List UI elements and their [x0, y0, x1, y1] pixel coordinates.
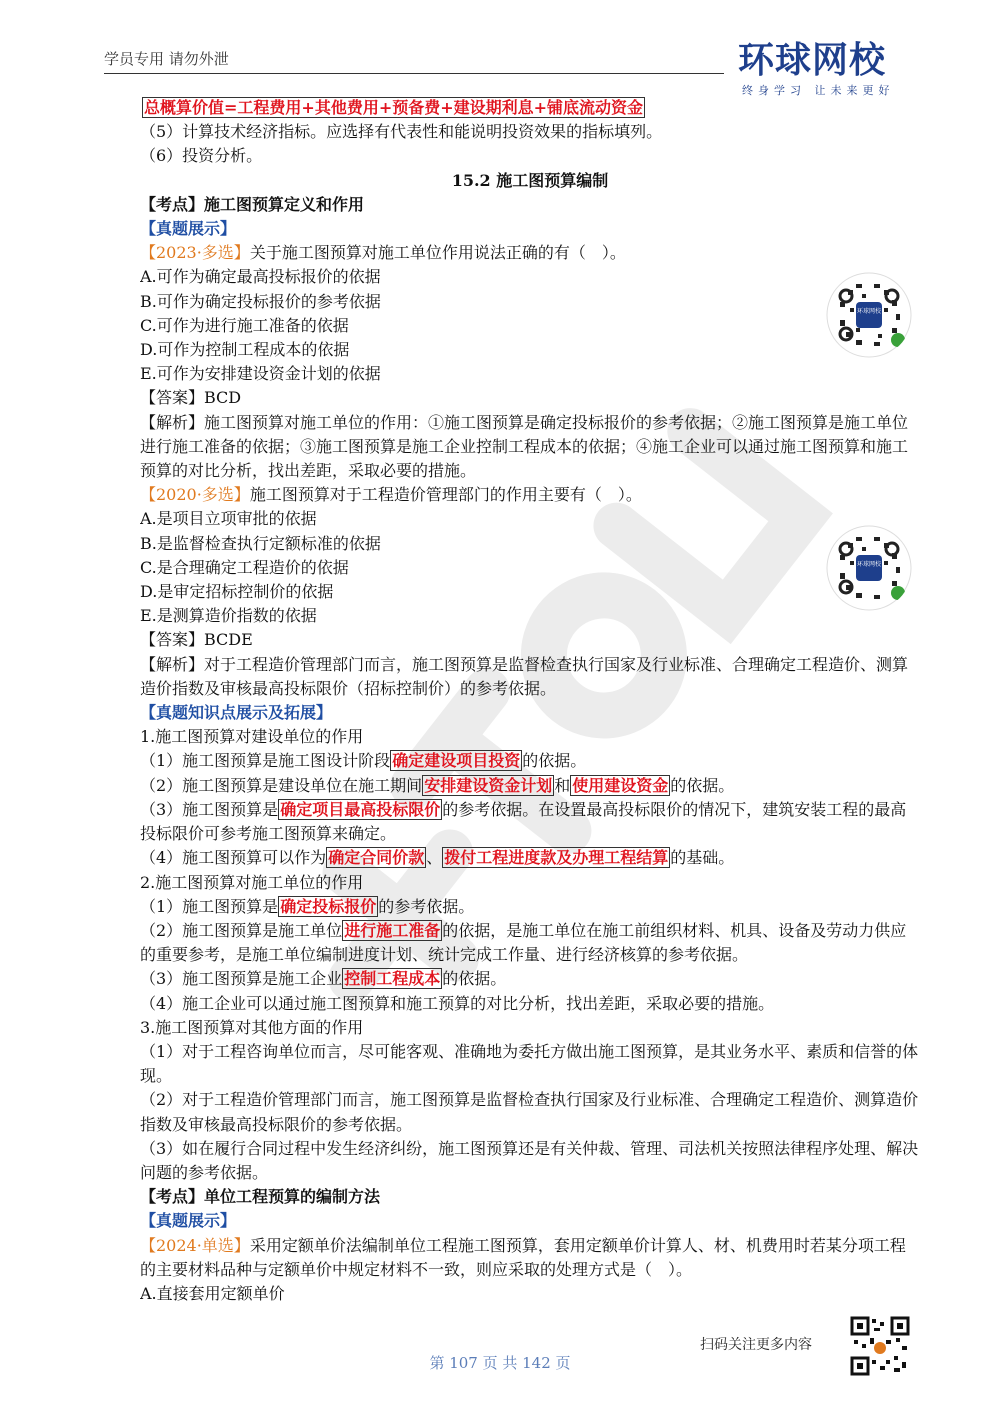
- text-line: [140, 774, 920, 798]
- document-body: [140, 96, 920, 1306]
- topic-heading: 【考点】单位工程预算的编制方法: [140, 1187, 381, 1207]
- text-line: [106, 798, 920, 846]
- qr-center-label: 环球网校: [856, 308, 881, 315]
- question-text: 关于施工图预算对施工单位作用说法正确的有（ ）。: [249, 243, 626, 263]
- highlight-keyword: 确定建设项目投资: [392, 751, 521, 771]
- text-line: （4）施工企业可以通过施工图预算和施工预算的对比分析，找出差距，采取必要的措施。: [140, 993, 775, 1013]
- option-c: C.是合理确定工程造价的依据: [140, 557, 349, 577]
- sub-heading: 【真题展示】: [140, 219, 237, 239]
- option-b: B.是监督检查执行定额标准的依据: [140, 533, 381, 553]
- text-segment: 的基础。: [670, 848, 735, 868]
- header-divider: [104, 73, 724, 74]
- option-d: D.可作为控制工程成本的依据: [140, 340, 350, 360]
- analysis: 【解析】施工图预算对施工单位的作用：①施工图预算是确定投标报价的参考依据；②施工图预算是施工单位进行施工准备的依据；③施工图预算是施工企业控制工程成本的依据；④施工企业可以通过施工图预算和施工预算的对比分析，找出差距，采取必要的措施。: [140, 412, 909, 481]
- text-segment: （3）施工图预算是: [140, 799, 279, 819]
- highlight-keyword: 控制工程成本: [344, 969, 441, 989]
- question-tag: 【2020·多选】: [140, 485, 250, 505]
- text-line: （5）计算技术经济指标。应选择有代表性和能说明投资效果的指标填列。: [140, 122, 663, 142]
- question-stem: [140, 241, 920, 265]
- text-segment: 的依据。: [522, 751, 587, 771]
- mini-program-qr-2[interactable]: [826, 525, 912, 611]
- option-a: A.直接套用定额单价: [140, 1283, 285, 1303]
- mini-program-qr-1[interactable]: [826, 272, 912, 358]
- page-number: 第 107 页 共 142 页: [429, 1354, 571, 1372]
- text-line: [106, 919, 920, 967]
- qr-center-label: 环球网校: [856, 561, 881, 568]
- text-line: [140, 967, 920, 991]
- question-stem: [106, 1234, 920, 1282]
- question-text: 采用定额单价法编制单位工程施工图预算，套用定额单价计算人、材、机费用时若某分项工程的主要材料品种与定额单价中规定材料不一致，则应采取的处理方式是（ ）。: [140, 1235, 906, 1279]
- option-a: A.是项目立项审批的依据: [140, 509, 317, 529]
- logo-main-text: 环球网校: [738, 40, 887, 81]
- text-segment: （2）施工图预算是施工单位: [140, 920, 343, 940]
- question-tag: 【2024·单选】: [140, 1235, 250, 1255]
- sub-heading: 【真题展示】: [140, 1211, 237, 1231]
- answer: 【答案】BCDE: [140, 630, 253, 650]
- option-e: E.可作为安排建设资金计划的依据: [140, 364, 381, 384]
- option-b: B.可作为确定投标报价的参考依据: [140, 291, 381, 311]
- list-heading: 3.施工图预算对其他方面的作用: [140, 1017, 364, 1037]
- text-line: （1）对于工程咨询单位而言，尽可能客观、准确地为委托方做出施工图预算，是其业务水平、素质和信誉的体现。: [140, 1041, 919, 1086]
- question-tag: 【2023·多选】: [140, 243, 250, 263]
- scan-prompt: 扫码关注更多内容: [700, 1337, 812, 1353]
- text-segment: 和: [554, 775, 571, 795]
- question-stem: [140, 483, 920, 507]
- option-a: A.可作为确定最高投标报价的依据: [140, 267, 381, 287]
- text-line: （3）如在履行合同过程中发生经济纠纷，施工图预算还是有关仲裁、管理、司法机关按照法律程序处理、解决问题的参考依据。: [140, 1138, 919, 1182]
- highlight-keyword: 拨付工程进度款及办理工程结算: [444, 848, 669, 868]
- question-text: 施工图预算对于工程造价管理部门的作用主要有（ ）。: [249, 485, 642, 505]
- text-line: [140, 749, 920, 773]
- brand-logo: [738, 40, 938, 100]
- text-line: （6）投资分析。: [140, 146, 263, 166]
- highlight-formula: 总概算价值=工程费用+其他费用+预备费+建设期利息+铺底流动资金: [144, 98, 644, 117]
- text-segment: 的依据，是施工单位在施工前组织材料、机具、设备及劳动力供应的重要参考，是施工单位编制进度计划、统计完成工作量、进行经济核算的参考依据。: [140, 920, 907, 965]
- formula-line: [142, 96, 920, 120]
- option-e: E.是测算造价指数的依据: [140, 606, 317, 626]
- list-heading: 2.施工图预算对施工单位的作用: [140, 872, 364, 892]
- text-segment: 的依据。: [442, 969, 507, 989]
- highlight-keyword: 使用建设资金: [572, 775, 669, 795]
- text-segment: （1）施工图预算是施工图设计阶段: [140, 751, 391, 771]
- list-heading: 1.施工图预算对建设单位的作用: [140, 727, 364, 747]
- text-line: [140, 895, 920, 919]
- highlight-keyword: 确定项目最高投标限价: [280, 799, 441, 819]
- highlight-keyword: 安排建设资金计划: [424, 775, 553, 795]
- sub-heading: 【真题知识点展示及拓展】: [140, 703, 333, 723]
- option-d: D.是审定招标控制价的依据: [140, 582, 334, 602]
- answer: 【答案】BCD: [140, 388, 242, 408]
- section-title: 15.2 施工图预算编制: [451, 170, 609, 190]
- text-line: [140, 846, 920, 870]
- highlight-keyword: 进行施工准备: [344, 920, 441, 940]
- option-c: C.可作为进行施工准备的依据: [140, 315, 349, 335]
- logo-slogan: 终身学习 让未来更好: [742, 84, 895, 97]
- highlight-keyword: 确定投标报价: [280, 896, 377, 916]
- topic-heading: 【考点】施工图预算定义和作用: [140, 194, 365, 214]
- text-segment: （2）施工图预算是建设单位在施工期间: [140, 775, 423, 795]
- text-segment: （4）施工图预算可以作为: [140, 848, 327, 868]
- text-segment: （3）施工图预算是施工企业: [140, 969, 343, 989]
- text-segment: 的参考依据。: [378, 896, 475, 916]
- header-note: 学员专用 请勿外泄: [104, 50, 229, 68]
- text-segment: （1）施工图预算是: [140, 896, 279, 916]
- analysis: 【解析】对于工程造价管理部门而言，施工图预算是监督检查执行国家及行业标准、合理确定工程造价、测算造价指数及审核最高投标限价（招标控制价）的参考依据。: [140, 654, 909, 698]
- text-segment: 的依据。: [670, 775, 735, 795]
- highlight-keyword: 确定合同价款: [328, 848, 425, 868]
- text-line: （2）对于工程造价管理部门而言，施工图预算是监督检查执行国家及行业标准、合理确定工程造价、测算造价指数及审核最高投标限价的参考依据。: [140, 1090, 919, 1134]
- text-segment: 的参考依据。在设置最高投标限价的情况下，建筑安装工程的最高投标限价可参考施工图预算来确定。: [140, 799, 907, 844]
- text-segment: 、: [426, 848, 443, 868]
